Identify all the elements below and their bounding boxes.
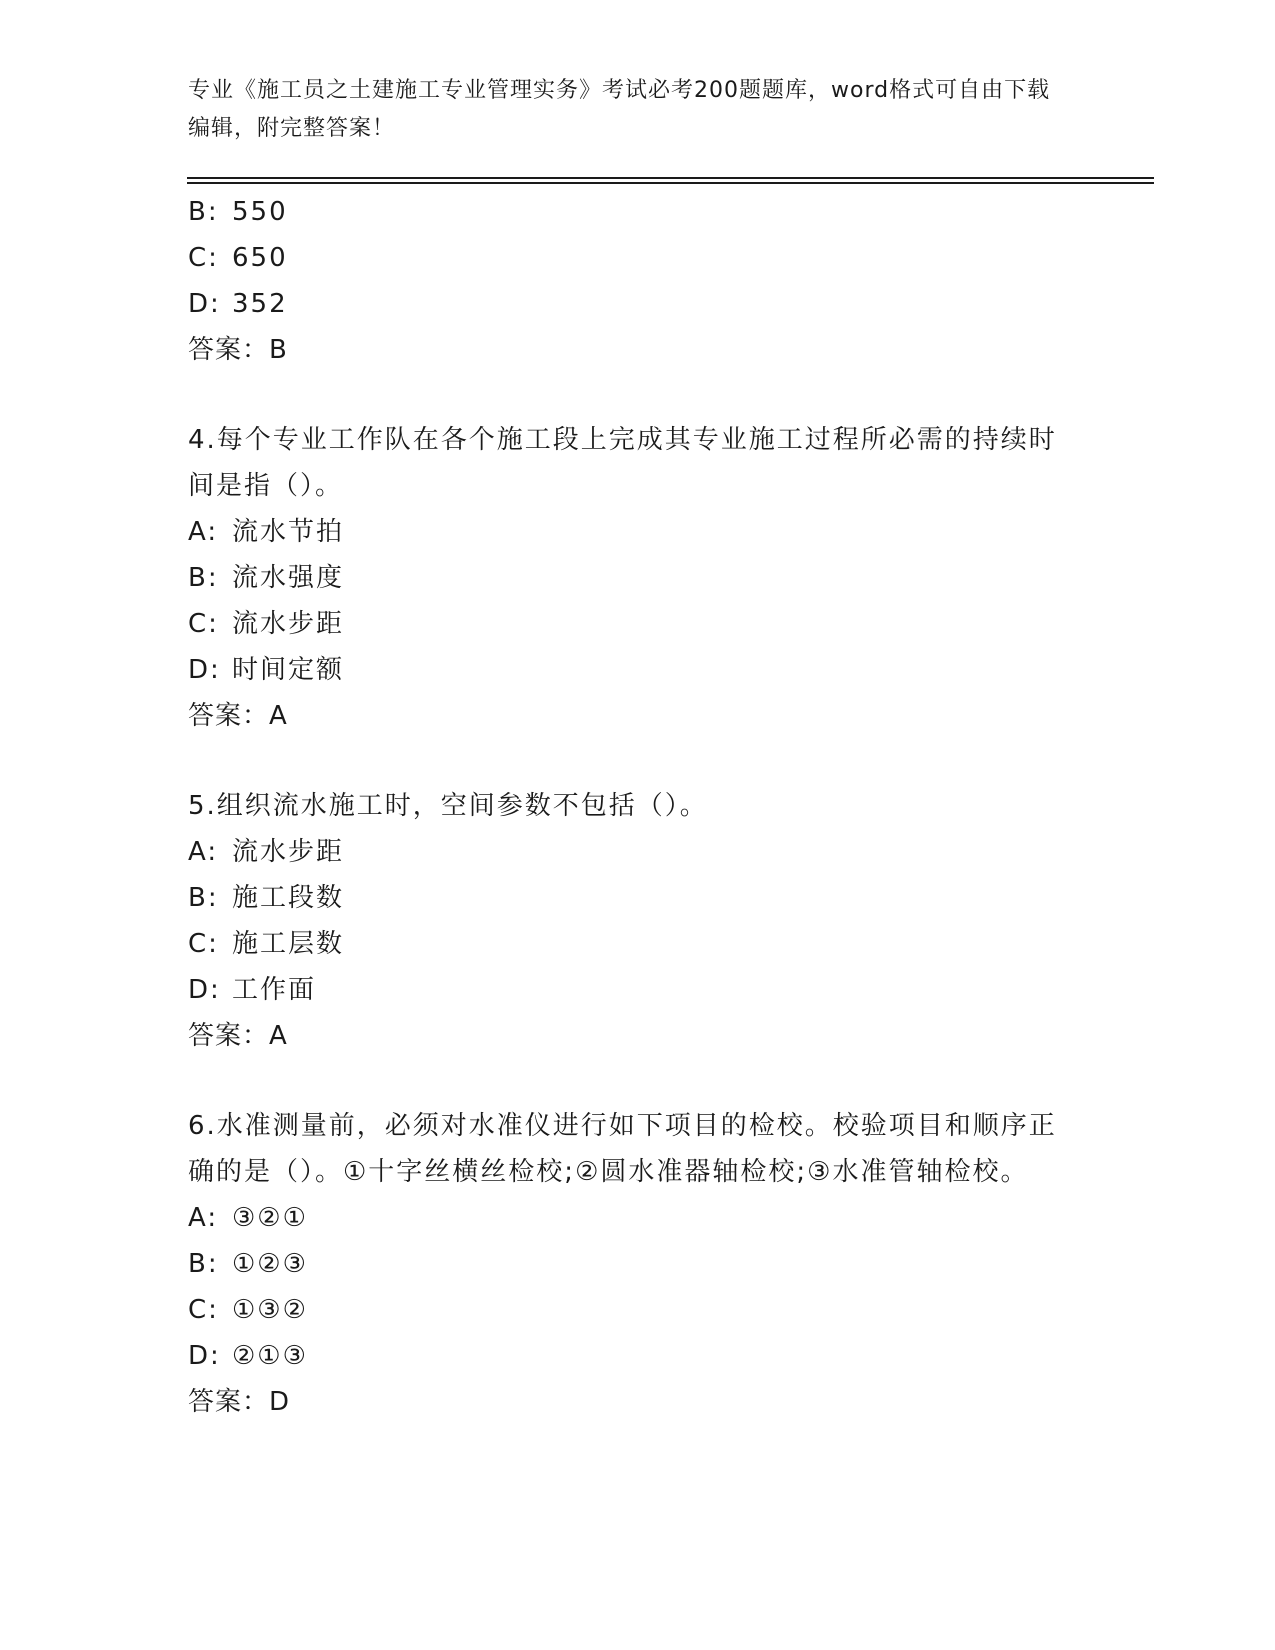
spacer [188, 739, 1068, 783]
option-line [188, 1287, 1068, 1333]
question-stem: 5.组织流水施工时，空间参数不包括（）。 [188, 791, 708, 821]
header-text: 专业《施工员之土建施工专业管理实务》考试必考200题题库，word格式可自由下载编辑，附完整答案！ [188, 78, 1051, 141]
answer-line: 答案：A [188, 1021, 288, 1051]
option-line [188, 647, 1068, 693]
option-letter: A: [188, 837, 219, 867]
option-text: 650 [232, 243, 288, 273]
option-letter: D: [188, 1341, 221, 1371]
option-text: 流水步距 [232, 609, 345, 639]
option-line [188, 235, 1068, 281]
option-letter: B: [188, 1249, 219, 1279]
option-letter: B: [188, 563, 219, 593]
option-line [188, 601, 1068, 647]
option-text: 工作面 [232, 975, 317, 1005]
option-text: ①②③ [232, 1249, 308, 1279]
option-line [188, 189, 1068, 235]
option-text: 施工层数 [232, 929, 345, 959]
option-text: 550 [232, 197, 288, 227]
option-letter: D: [188, 655, 221, 685]
option-line [188, 875, 1068, 921]
option-letter: A: [188, 1203, 219, 1233]
option-line [188, 967, 1068, 1013]
option-text: 流水步距 [232, 837, 345, 867]
option-line [188, 829, 1068, 875]
answer-line: 答案：B [188, 335, 288, 365]
question-content [188, 189, 1068, 1425]
option-text: ③②① [232, 1203, 308, 1233]
option-letter: D: [188, 289, 221, 319]
option-text: ①③② [232, 1295, 308, 1325]
option-line [188, 1241, 1068, 1287]
document-header [188, 72, 1068, 148]
question-block [188, 417, 1068, 739]
question-stem: 6.水准测量前，必须对水准仪进行如下项目的检校。校验项目和顺序正确的是（）。①十字丝横丝检校;②圆水准器轴检校;③水准管轴检校。 [188, 1111, 1057, 1187]
spacer [188, 373, 1068, 417]
option-letter: C: [188, 609, 219, 639]
option-letter: B: [188, 197, 219, 227]
option-text: 流水强度 [232, 563, 345, 593]
option-letter: B: [188, 883, 219, 913]
option-text: 352 [232, 289, 288, 319]
option-letter: C: [188, 243, 219, 273]
answer-line: 答案：D [188, 1387, 291, 1417]
option-letter: C: [188, 929, 219, 959]
spacer [188, 1059, 1068, 1103]
question-block [188, 783, 1068, 1059]
option-text: 时间定额 [232, 655, 345, 685]
option-line [188, 555, 1068, 601]
option-text: 流水节拍 [232, 517, 345, 547]
header-divider-bottom [187, 182, 1154, 184]
option-text: 施工段数 [232, 883, 345, 913]
option-line [188, 921, 1068, 967]
option-line [188, 1333, 1068, 1379]
option-letter: D: [188, 975, 221, 1005]
continued-question [188, 189, 1068, 373]
option-text: ②①③ [232, 1341, 308, 1371]
option-line [188, 1195, 1068, 1241]
header-divider-top [187, 177, 1154, 179]
question-block [188, 1103, 1068, 1425]
option-line [188, 281, 1068, 327]
option-letter: A: [188, 517, 219, 547]
answer-line: 答案：A [188, 701, 288, 731]
option-line [188, 509, 1068, 555]
question-stem: 4.每个专业工作队在各个施工段上完成其专业施工过程所必需的持续时间是指（）。 [188, 425, 1057, 501]
option-letter: C: [188, 1295, 219, 1325]
